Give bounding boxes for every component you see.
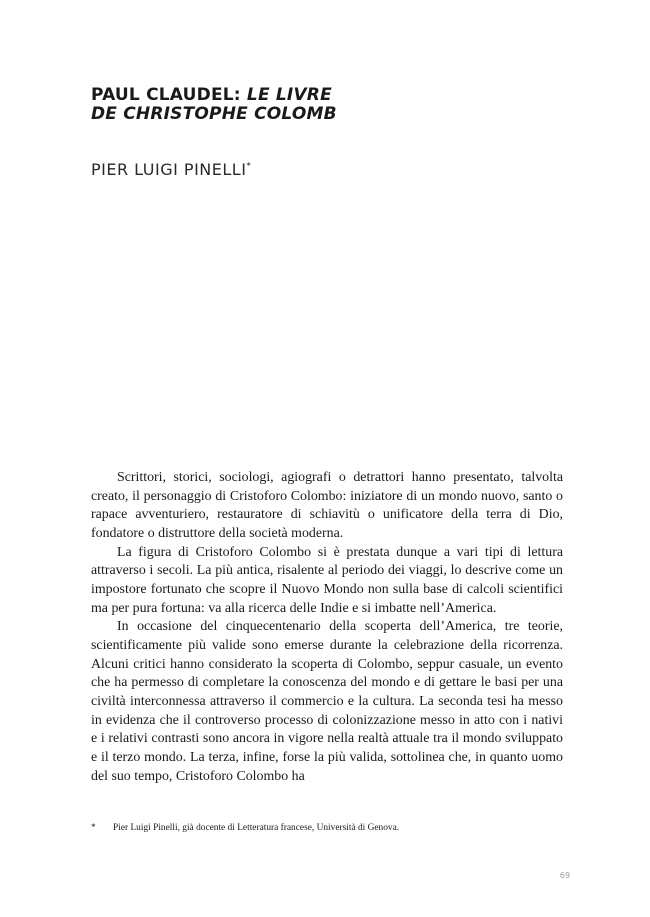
body-text xyxy=(91,469,563,786)
footnote-mark: * xyxy=(91,823,96,833)
footnote xyxy=(91,822,563,834)
title-line2-italic: DE CHRISTOPHE COLOMB xyxy=(91,104,337,124)
paragraph: La figura di Cristoforo Colombo si è prestata dunque a vari tipi di lettura attraverso i secoli. La più antica, risalente al periodo dei viaggi, lo descrive come un impostore fortunato che scopre il Nuovo Mondo non sulla base di calcoli scientifici ma per pura fortuna: va alla ricerca delle Indie e si imbatte nell’America. xyxy=(91,544,563,616)
title-line1-plain: PAUL CLAUDEL: xyxy=(91,85,247,105)
title-line1-italic: LE LIVRE xyxy=(246,85,332,105)
paragraph: Scrittori, storici, sociologi, agiografi o detrattori hanno presentato, talvolta creato, il personaggio di Cristoforo Colombo: iniziatore di un mondo nuovo, santo o rapace avventuriero, restauratore di schiavitù o unificatore della terra di Dio, fondatore o distruttore della società moderna. xyxy=(91,470,563,541)
footnote-text: Pier Luigi Pinelli, già docente di Letteratura francese, Università di Genova. xyxy=(113,823,400,833)
author-name xyxy=(91,160,251,179)
author-footnote-mark: * xyxy=(246,161,252,172)
paragraph: In occasione del cinquecentenario della scoperta dell’America, tre teorie, scientificamente più valide sono emerse durante la celebrazione della ricorrenza. Alcuni critici hanno considerato la scoperta di Colombo, seppur casuale, un evento che ha permesso di completare la conoscenza del mondo e di gettare le basi per una civiltà interconnessa attraverso il commercio e la cultura. La seconda tesi ha messo in evidenza che il controverso processo di colonizzazione messo in atto con i nativi e i relativi contrasti sono ancora in vigore nella realtà attuale tra il mondo sviluppato e il terzo mondo. La terza, infine, forse la più valida, sottolinea che, in quanto uomo del suo tempo, Cristoforo Colombo ha xyxy=(91,619,563,784)
chapter-title xyxy=(91,86,561,124)
page-number: 69 xyxy=(559,871,571,880)
author-name-text: PIER LUIGI PINELLI xyxy=(91,160,247,179)
